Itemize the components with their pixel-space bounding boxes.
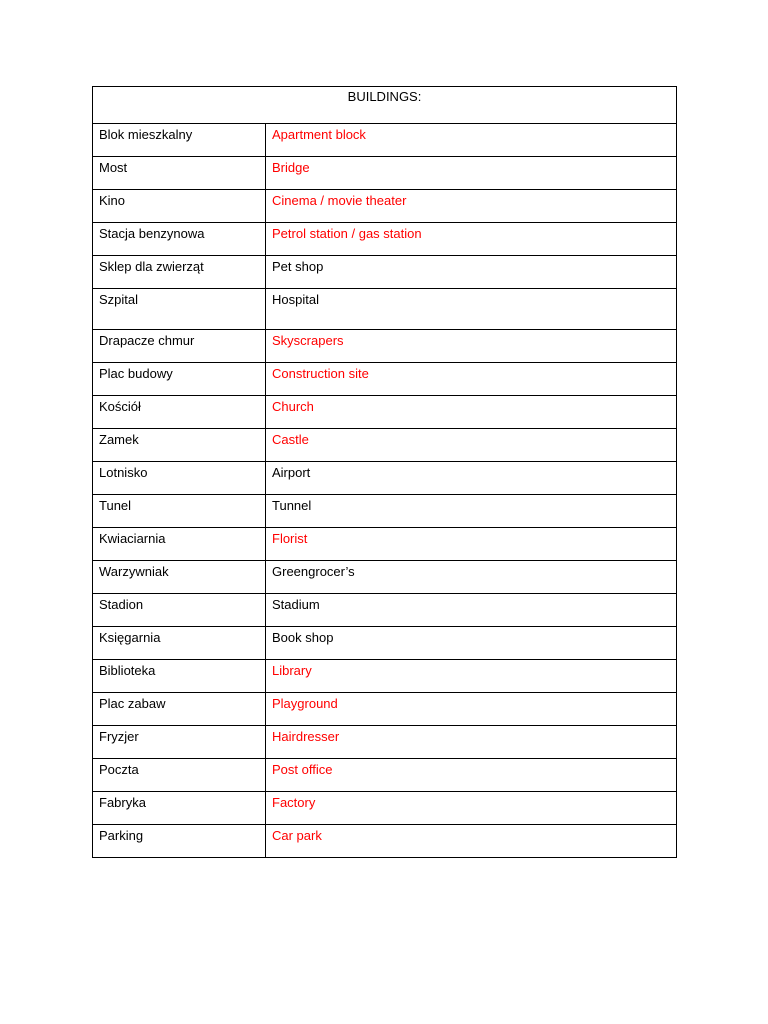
table-row bbox=[93, 363, 677, 396]
english-term: Apartment block bbox=[266, 124, 677, 157]
polish-term: Blok mieszkalny bbox=[93, 124, 266, 157]
english-term: Book shop bbox=[266, 627, 677, 660]
english-term: Playground bbox=[266, 693, 677, 726]
polish-term: Plac budowy bbox=[93, 363, 266, 396]
polish-term: Warzywniak bbox=[93, 561, 266, 594]
polish-term: Stacja benzynowa bbox=[93, 223, 266, 256]
polish-term: Kościół bbox=[93, 396, 266, 429]
polish-term: Kwiaciarnia bbox=[93, 528, 266, 561]
polish-term: Fabryka bbox=[93, 792, 266, 825]
polish-term: Zamek bbox=[93, 429, 266, 462]
table-row bbox=[93, 190, 677, 223]
polish-term: Tunel bbox=[93, 495, 266, 528]
polish-term: Księgarnia bbox=[93, 627, 266, 660]
table-row bbox=[93, 124, 677, 157]
polish-term: Lotnisko bbox=[93, 462, 266, 495]
table-row bbox=[93, 561, 677, 594]
english-term: Petrol station / gas station bbox=[266, 223, 677, 256]
english-term: Pet shop bbox=[266, 256, 677, 289]
table-row bbox=[93, 330, 677, 363]
english-term: Stadium bbox=[266, 594, 677, 627]
english-term: Construction site bbox=[266, 363, 677, 396]
english-term: Cinema / movie theater bbox=[266, 190, 677, 223]
english-term: Hairdresser bbox=[266, 726, 677, 759]
english-term: Greengrocer’s bbox=[266, 561, 677, 594]
polish-term: Szpital bbox=[93, 289, 266, 330]
table-row bbox=[93, 660, 677, 693]
english-term: Post office bbox=[266, 759, 677, 792]
english-term: Airport bbox=[266, 462, 677, 495]
polish-term: Stadion bbox=[93, 594, 266, 627]
english-term: Church bbox=[266, 396, 677, 429]
english-term: Castle bbox=[266, 429, 677, 462]
table-header-row bbox=[93, 87, 677, 124]
table-row bbox=[93, 396, 677, 429]
english-term: Car park bbox=[266, 825, 677, 858]
english-term: Hospital bbox=[266, 289, 677, 330]
table-row bbox=[93, 693, 677, 726]
english-term: Florist bbox=[266, 528, 677, 561]
table-row bbox=[93, 627, 677, 660]
table-row bbox=[93, 223, 677, 256]
polish-term: Kino bbox=[93, 190, 266, 223]
english-term: Tunnel bbox=[266, 495, 677, 528]
table-row bbox=[93, 157, 677, 190]
table-title: BUILDINGS: bbox=[93, 87, 677, 124]
table-row bbox=[93, 289, 677, 330]
polish-term: Most bbox=[93, 157, 266, 190]
polish-term: Fryzjer bbox=[93, 726, 266, 759]
english-term: Skyscrapers bbox=[266, 330, 677, 363]
table-row bbox=[93, 429, 677, 462]
table-row bbox=[93, 792, 677, 825]
english-term: Factory bbox=[266, 792, 677, 825]
polish-term: Biblioteka bbox=[93, 660, 266, 693]
polish-term: Plac zabaw bbox=[93, 693, 266, 726]
table-row bbox=[93, 825, 677, 858]
table-row bbox=[93, 495, 677, 528]
table-row bbox=[93, 462, 677, 495]
english-term: Bridge bbox=[266, 157, 677, 190]
polish-term: Drapacze chmur bbox=[93, 330, 266, 363]
polish-term: Sklep dla zwierząt bbox=[93, 256, 266, 289]
table-row bbox=[93, 594, 677, 627]
table-row bbox=[93, 759, 677, 792]
table-row bbox=[93, 256, 677, 289]
table-row bbox=[93, 726, 677, 759]
table-row bbox=[93, 528, 677, 561]
polish-term: Poczta bbox=[93, 759, 266, 792]
english-term: Library bbox=[266, 660, 677, 693]
polish-term: Parking bbox=[93, 825, 266, 858]
vocabulary-table bbox=[92, 86, 677, 858]
